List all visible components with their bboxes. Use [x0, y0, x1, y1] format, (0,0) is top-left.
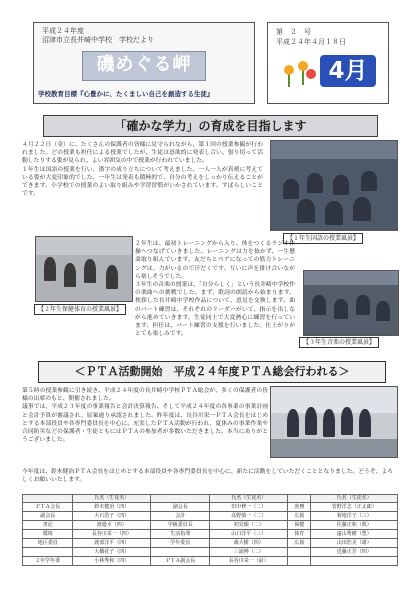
name-cell: 渡邉幸（四）	[73, 521, 151, 530]
gym-photo	[35, 236, 133, 302]
role-cell: 学級委員長	[151, 521, 210, 530]
classroom-photo	[270, 140, 398, 231]
role-cell: ＰＴＡ副会長	[151, 557, 210, 566]
role-cell: 体育	[288, 530, 311, 539]
name-cell: 山口洋平（三）	[210, 530, 288, 539]
month-badge: 4月	[320, 55, 376, 87]
role-cell	[151, 548, 210, 557]
role-cell: 副会長	[151, 503, 210, 512]
name-cell: 大石浩子（四）	[73, 512, 151, 521]
name-cell: 長谷川栄一（四）	[73, 530, 151, 539]
music-class-photo	[303, 270, 399, 336]
paragraph: 第５時の授業参観に引き続き、平成２４年度の長井崎中学校ＰＴＡ総会が、多くの保護者の皆様の出席のもと、開催されました。	[22, 388, 268, 403]
name-cell: 菊地洋子（三）	[311, 512, 398, 521]
name-cell: 小林秀和（四）	[73, 557, 151, 566]
name-cell: 森大樹（四）	[210, 539, 288, 548]
article-body-continued	[135, 240, 295, 358]
name-cell: 高野慎一（二）	[210, 512, 288, 521]
role-cell: 副会長	[23, 512, 73, 521]
table-header-cell: 氏名（生徒名）	[311, 495, 398, 503]
table-row	[23, 521, 398, 530]
pta-meeting-photo	[270, 386, 398, 458]
name-cell: 佐藤正和（典）	[311, 521, 398, 530]
role-cell: ＰＴＡ会長	[23, 503, 73, 512]
table-row	[23, 503, 398, 512]
role-cell: 会計	[151, 512, 210, 521]
photo-caption: 【３年生音楽の授業風景】	[299, 337, 379, 348]
table-row	[23, 557, 398, 566]
role-cell: 広報	[288, 512, 311, 521]
role-cell: 広報	[288, 539, 311, 548]
masthead	[33, 22, 393, 108]
name-cell: 遠山秀樹（豊）	[311, 530, 398, 539]
role-cell: 庶務	[288, 503, 311, 512]
education-goal: 学校教育目標『心豊かに、たくましい自己を創造する生徒』	[38, 90, 214, 98]
role-cell: ２年学年委	[23, 557, 73, 566]
photo-caption: 【１年生国語の授業風景】	[283, 233, 363, 244]
table-header-cell: 氏名（生徒名）	[210, 495, 288, 503]
name-cell: 鈴木健治（四）	[73, 503, 151, 512]
role-cell: 書記	[23, 521, 73, 530]
paragraph: ３年生の音楽の授業は、「自分らしく」という長井崎中学校作の楽曲への挑戦でした。まず、歌詞の朗読から始まります。挨拶した長井崎中学校作品について、意見を交換します。曲のパート練習は、それぞれのリーダーがいて、指示を出しながら進めていきます。生徒同士で大変熱心に練習を行っています。担任は、パート練習の支援を行いました。仕上がりがとても楽しみです。	[135, 282, 295, 338]
table-header-cell	[23, 495, 73, 503]
paragraph: １年生は国語の授業を行い、漢字の成り立ちについて考えました。一人一人が真剣に考えている姿が大変印象的でした。一年生は発表も積極的で、自分の考えをしっかり伝えることができます。小学校での授業のよい取り組みや学習習慣がいかされています。すばらしいことです。	[22, 166, 263, 198]
pta-roster-table	[22, 494, 398, 566]
table-row	[23, 548, 398, 557]
role-cell	[288, 557, 311, 566]
paragraph: ２年生は、最初トレーニングから入り、体をつくるラジオ体操へつなげていきました。レーニングは力を抜かず、一生懸命取り組んでいます。友だちとペアになっての筋力トレーニングは、力がいるので汗だくです。互いに声を掛け合いながら楽しそうでした。	[135, 241, 295, 280]
name-cell: 菅野洋志（正太郎）	[311, 503, 398, 512]
issue-box	[267, 22, 389, 104]
role-cell: 生活指導	[151, 530, 210, 539]
newsletter-logo: 磯めぐる岬	[82, 51, 206, 81]
table-header-cell	[151, 495, 210, 503]
name-cell: 渡部洋平（四）	[73, 539, 151, 548]
pta-closing: 今年度は、鈴木健治ＰＴＡ会長をはじめとする本部役員や各専門委員長を中心に、新たに活動をしていただくこととなりました。どうぞ、よろしくお願いいたします。	[22, 469, 393, 484]
name-cell: 田中修一（二）	[210, 503, 288, 512]
role-cell	[288, 548, 311, 557]
issue-year: 平成２４年度	[42, 27, 84, 35]
flower-icon	[282, 59, 318, 93]
role-cell	[23, 548, 73, 557]
table-row	[23, 539, 398, 548]
role-cell: 学年委員	[151, 539, 210, 548]
role-cell: 保健	[288, 521, 311, 530]
section-headline: 「確かな学力」の育成を目指します	[43, 115, 378, 137]
paragraph: ４月２２日（金）に、たくさんの保護者の皆様に見守られながら、第１回の授業参観が行われました。どの授業も担任による授業でしたが、生徒は意欲的に発表し合い、張り切って活動したりする姿が見られ、よい雰囲気の中で授業が行われていました。	[22, 142, 263, 165]
issue-date: 平成２４年４月１８日	[276, 38, 346, 46]
name-cell: 長谷川栄一（前）	[210, 557, 288, 566]
role-cell: 地区委員	[23, 539, 73, 548]
issue-number: 第 ２ 号	[276, 28, 311, 36]
table-header-row	[23, 495, 398, 503]
name-cell	[311, 557, 398, 566]
table-header-cell	[288, 495, 311, 503]
school-name: 沼津市立長井崎中学校 学校だより	[42, 36, 154, 44]
name-cell: 山田浩美（雄）	[311, 539, 398, 548]
section-headline: ＜ＰＴＡ活動開始 平成２４年度ＰＴＡ総会行われる＞	[38, 361, 386, 383]
title-box	[33, 22, 255, 104]
paragraph: 議事では、平成２３年度の事業報告と会計決算報告、そして平成２４年度の各事業の事業計画と会計予算が審議され、原案通り承認されました。昨年度は、長谷川栄一ＰＴＡ会長をはじめとする本部役員や各専門委員長を中心に、充実したＰＴＡ活動が行われ、夏休みの事業作業や合同防災などの保護者・生徒ともにはＰＴＡの参加者が多数いただきました。本当にありがとうございました。	[22, 404, 268, 444]
table-row	[23, 512, 398, 521]
table-header-cell: 氏名（生徒名）	[73, 495, 151, 503]
name-cell: 大橋花子（四）	[73, 548, 151, 557]
role-cell: 環境	[23, 530, 73, 539]
name-cell: 初見銀（二）	[210, 521, 288, 530]
name-cell: 三浦博（二）	[210, 548, 288, 557]
name-cell: 近藤正芳（四）	[311, 548, 398, 557]
photo-caption: 【２年生保健体育の授業風景】	[34, 304, 126, 315]
table-row	[23, 530, 398, 539]
